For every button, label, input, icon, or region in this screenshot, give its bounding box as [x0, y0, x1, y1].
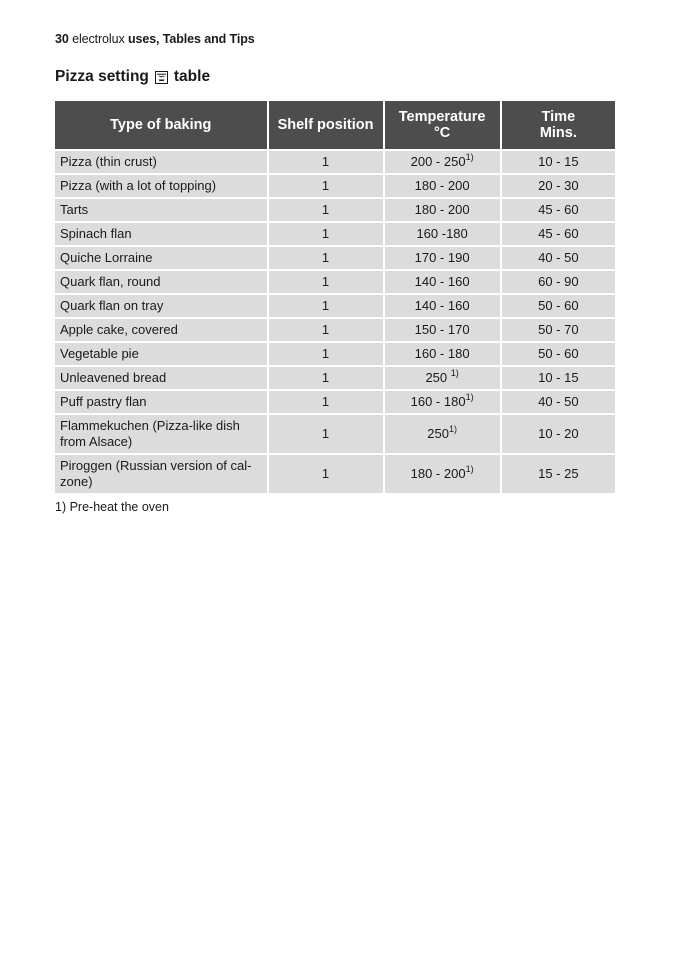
column-header-temperature-label: Temperature — [398, 109, 486, 125]
cell-type-of-baking-text: Flammekuchen (Pizza-like dish from Alsace) — [60, 418, 240, 449]
brand-name: electrolux — [72, 32, 125, 46]
cell-temperature-text: 250 — [425, 370, 451, 385]
footnote-marker: 1) — [450, 368, 459, 378]
cell-type-of-baking — [55, 367, 267, 389]
cell-time-text: 45 - 60 — [538, 202, 579, 217]
footnote-marker: 1) — [465, 464, 474, 474]
cell-shelf-position-text: 1 — [321, 426, 330, 441]
table-row — [55, 455, 615, 493]
table-row — [55, 391, 615, 413]
column-header-temperature — [385, 101, 500, 149]
cell-shelf-position-text: 1 — [321, 178, 330, 193]
cell-time-text: 45 - 60 — [538, 226, 579, 241]
table-header-row — [55, 101, 615, 149]
cell-temperature-text: 140 - 160 — [414, 274, 470, 289]
footnote-marker: 1) — [448, 424, 457, 434]
cell-time — [502, 391, 615, 413]
cell-type-of-baking — [55, 175, 267, 197]
running-header — [55, 32, 255, 46]
cell-shelf-position — [269, 175, 383, 197]
cell-type-of-baking — [55, 271, 267, 293]
cell-shelf-position-text: 1 — [321, 322, 330, 337]
cell-shelf-position-text: 1 — [321, 202, 330, 217]
table-row — [55, 415, 615, 453]
cell-shelf-position-text: 1 — [321, 274, 330, 289]
cell-temperature-text: 180 - 200 — [414, 202, 470, 217]
cell-temperature — [385, 175, 500, 197]
table-row — [55, 247, 615, 269]
table-row — [55, 271, 615, 293]
cell-type-of-baking-text: Tarts — [60, 202, 89, 217]
page-number: 30 — [55, 32, 69, 46]
cell-temperature — [385, 295, 500, 317]
cell-type-of-baking-text: Vegetable pie — [60, 346, 139, 361]
cell-shelf-position-text: 1 — [321, 466, 330, 481]
cell-time-text: 20 - 30 — [538, 178, 579, 193]
cell-type-of-baking-text: Quark flan on tray — [60, 298, 164, 313]
table-row — [55, 199, 615, 221]
cell-shelf-position — [269, 223, 383, 245]
table-row — [55, 343, 615, 365]
footnote: 1) Pre-heat the oven — [55, 500, 169, 514]
cell-shelf-position — [269, 151, 383, 173]
cell-temperature-text: 160 - 180 — [414, 346, 470, 361]
cell-temperature — [385, 151, 500, 173]
cell-time-text: 40 - 50 — [538, 394, 579, 409]
cell-time-text: 15 - 25 — [538, 466, 579, 481]
cell-shelf-position — [269, 247, 383, 269]
cell-type-of-baking — [55, 391, 267, 413]
footnote-marker: 1) — [465, 392, 474, 402]
pizza-setting-table — [53, 99, 617, 495]
cell-shelf-position — [269, 367, 383, 389]
cell-temperature-text: 180 - 200 — [410, 466, 466, 481]
table-row — [55, 223, 615, 245]
cell-temperature — [385, 319, 500, 341]
title-text-before: Pizza setting — [55, 68, 149, 85]
table-row — [55, 175, 615, 197]
cell-type-of-baking — [55, 455, 267, 493]
cell-temperature-text: 180 - 200 — [414, 178, 470, 193]
cell-type-of-baking-text: Puff pastry flan — [60, 394, 147, 409]
cell-time — [502, 271, 615, 293]
cell-type-of-baking — [55, 223, 267, 245]
cell-shelf-position-text: 1 — [321, 394, 330, 409]
cell-time — [502, 175, 615, 197]
footnote-marker: 1) — [465, 152, 474, 162]
cell-type-of-baking-text: Quiche Lorraine — [60, 250, 153, 265]
cell-shelf-position — [269, 319, 383, 341]
cell-type-of-baking-text: Pizza (with a lot of topping) — [60, 178, 217, 193]
cell-type-of-baking-text: Quark flan, round — [60, 274, 161, 289]
cell-time — [502, 199, 615, 221]
cell-type-of-baking-text: Pizza (thin crust) — [60, 154, 157, 169]
cell-shelf-position-text: 1 — [321, 298, 330, 313]
cell-type-of-baking-text: Unleavened bread — [60, 370, 167, 385]
cell-temperature-text: 160 - 180 — [410, 394, 466, 409]
cell-shelf-position-text: 1 — [321, 226, 330, 241]
cell-type-of-baking — [55, 151, 267, 173]
cell-time — [502, 343, 615, 365]
cell-temperature-text: 150 - 170 — [414, 322, 470, 337]
column-header-time-label: Time — [541, 109, 576, 125]
page-title — [55, 68, 210, 86]
cell-time — [502, 367, 615, 389]
table-row — [55, 319, 615, 341]
cell-time — [502, 295, 615, 317]
cell-shelf-position — [269, 391, 383, 413]
cell-shelf-position-text: 1 — [321, 346, 330, 361]
cell-temperature-text: 250 — [427, 426, 449, 441]
section-title: uses, Tables and Tips — [127, 32, 255, 46]
cell-type-of-baking — [55, 247, 267, 269]
cell-temperature-text: 160 -180 — [416, 226, 468, 241]
cell-temperature — [385, 367, 500, 389]
cell-time-text: 10 - 20 — [538, 426, 579, 441]
cell-temperature — [385, 247, 500, 269]
cell-temperature — [385, 343, 500, 365]
cell-time — [502, 151, 615, 173]
cell-shelf-position-text: 1 — [321, 250, 330, 265]
cell-temperature — [385, 199, 500, 221]
cell-shelf-position — [269, 199, 383, 221]
cell-temperature-text: 170 - 190 — [414, 250, 470, 265]
cell-type-of-baking — [55, 319, 267, 341]
column-header-type-label: Type of baking — [110, 117, 212, 133]
cell-shelf-position-text: 1 — [321, 154, 330, 169]
cell-time — [502, 455, 615, 493]
cell-shelf-position — [269, 271, 383, 293]
column-header-time-unit: Mins. — [539, 125, 577, 141]
cell-temperature — [385, 455, 500, 493]
cell-shelf-position-text: 1 — [321, 370, 330, 385]
cell-shelf-position — [269, 455, 383, 493]
cell-time — [502, 415, 615, 453]
cell-time-text: 40 - 50 — [538, 250, 579, 265]
cell-shelf-position — [269, 415, 383, 453]
pizza-setting-icon — [155, 71, 168, 84]
cell-type-of-baking-text: Apple cake, covered — [60, 322, 178, 337]
cell-temperature — [385, 223, 500, 245]
cell-temperature — [385, 415, 500, 453]
cell-time-text: 50 - 70 — [538, 322, 579, 337]
cell-time-text: 60 - 90 — [538, 274, 579, 289]
table-row — [55, 151, 615, 173]
cell-time-text: 10 - 15 — [538, 370, 579, 385]
cell-type-of-baking — [55, 415, 267, 453]
table-row — [55, 367, 615, 389]
cell-temperature-text: 200 - 250 — [410, 154, 466, 169]
cell-time-text: 10 - 15 — [538, 154, 579, 169]
cell-time — [502, 319, 615, 341]
column-header-type — [55, 101, 267, 149]
cell-time-text: 50 - 60 — [538, 346, 579, 361]
column-header-temperature-unit: °C — [433, 125, 451, 141]
cell-type-of-baking-text: Piroggen (Russian version of cal-zone) — [60, 458, 252, 489]
column-header-shelf-label: Shelf position — [277, 117, 374, 133]
cell-time — [502, 223, 615, 245]
cell-shelf-position — [269, 295, 383, 317]
cell-shelf-position — [269, 343, 383, 365]
cell-temperature-text: 140 - 160 — [414, 298, 470, 313]
cell-type-of-baking — [55, 295, 267, 317]
table-row — [55, 295, 615, 317]
cell-temperature — [385, 391, 500, 413]
cell-type-of-baking — [55, 199, 267, 221]
column-header-time — [502, 101, 615, 149]
cell-type-of-baking — [55, 343, 267, 365]
column-header-shelf — [269, 101, 383, 149]
cell-time-text: 50 - 60 — [538, 298, 579, 313]
cell-type-of-baking-text: Spinach flan — [60, 226, 132, 241]
title-text-after: table — [173, 68, 211, 85]
cell-time — [502, 247, 615, 269]
cell-temperature — [385, 271, 500, 293]
